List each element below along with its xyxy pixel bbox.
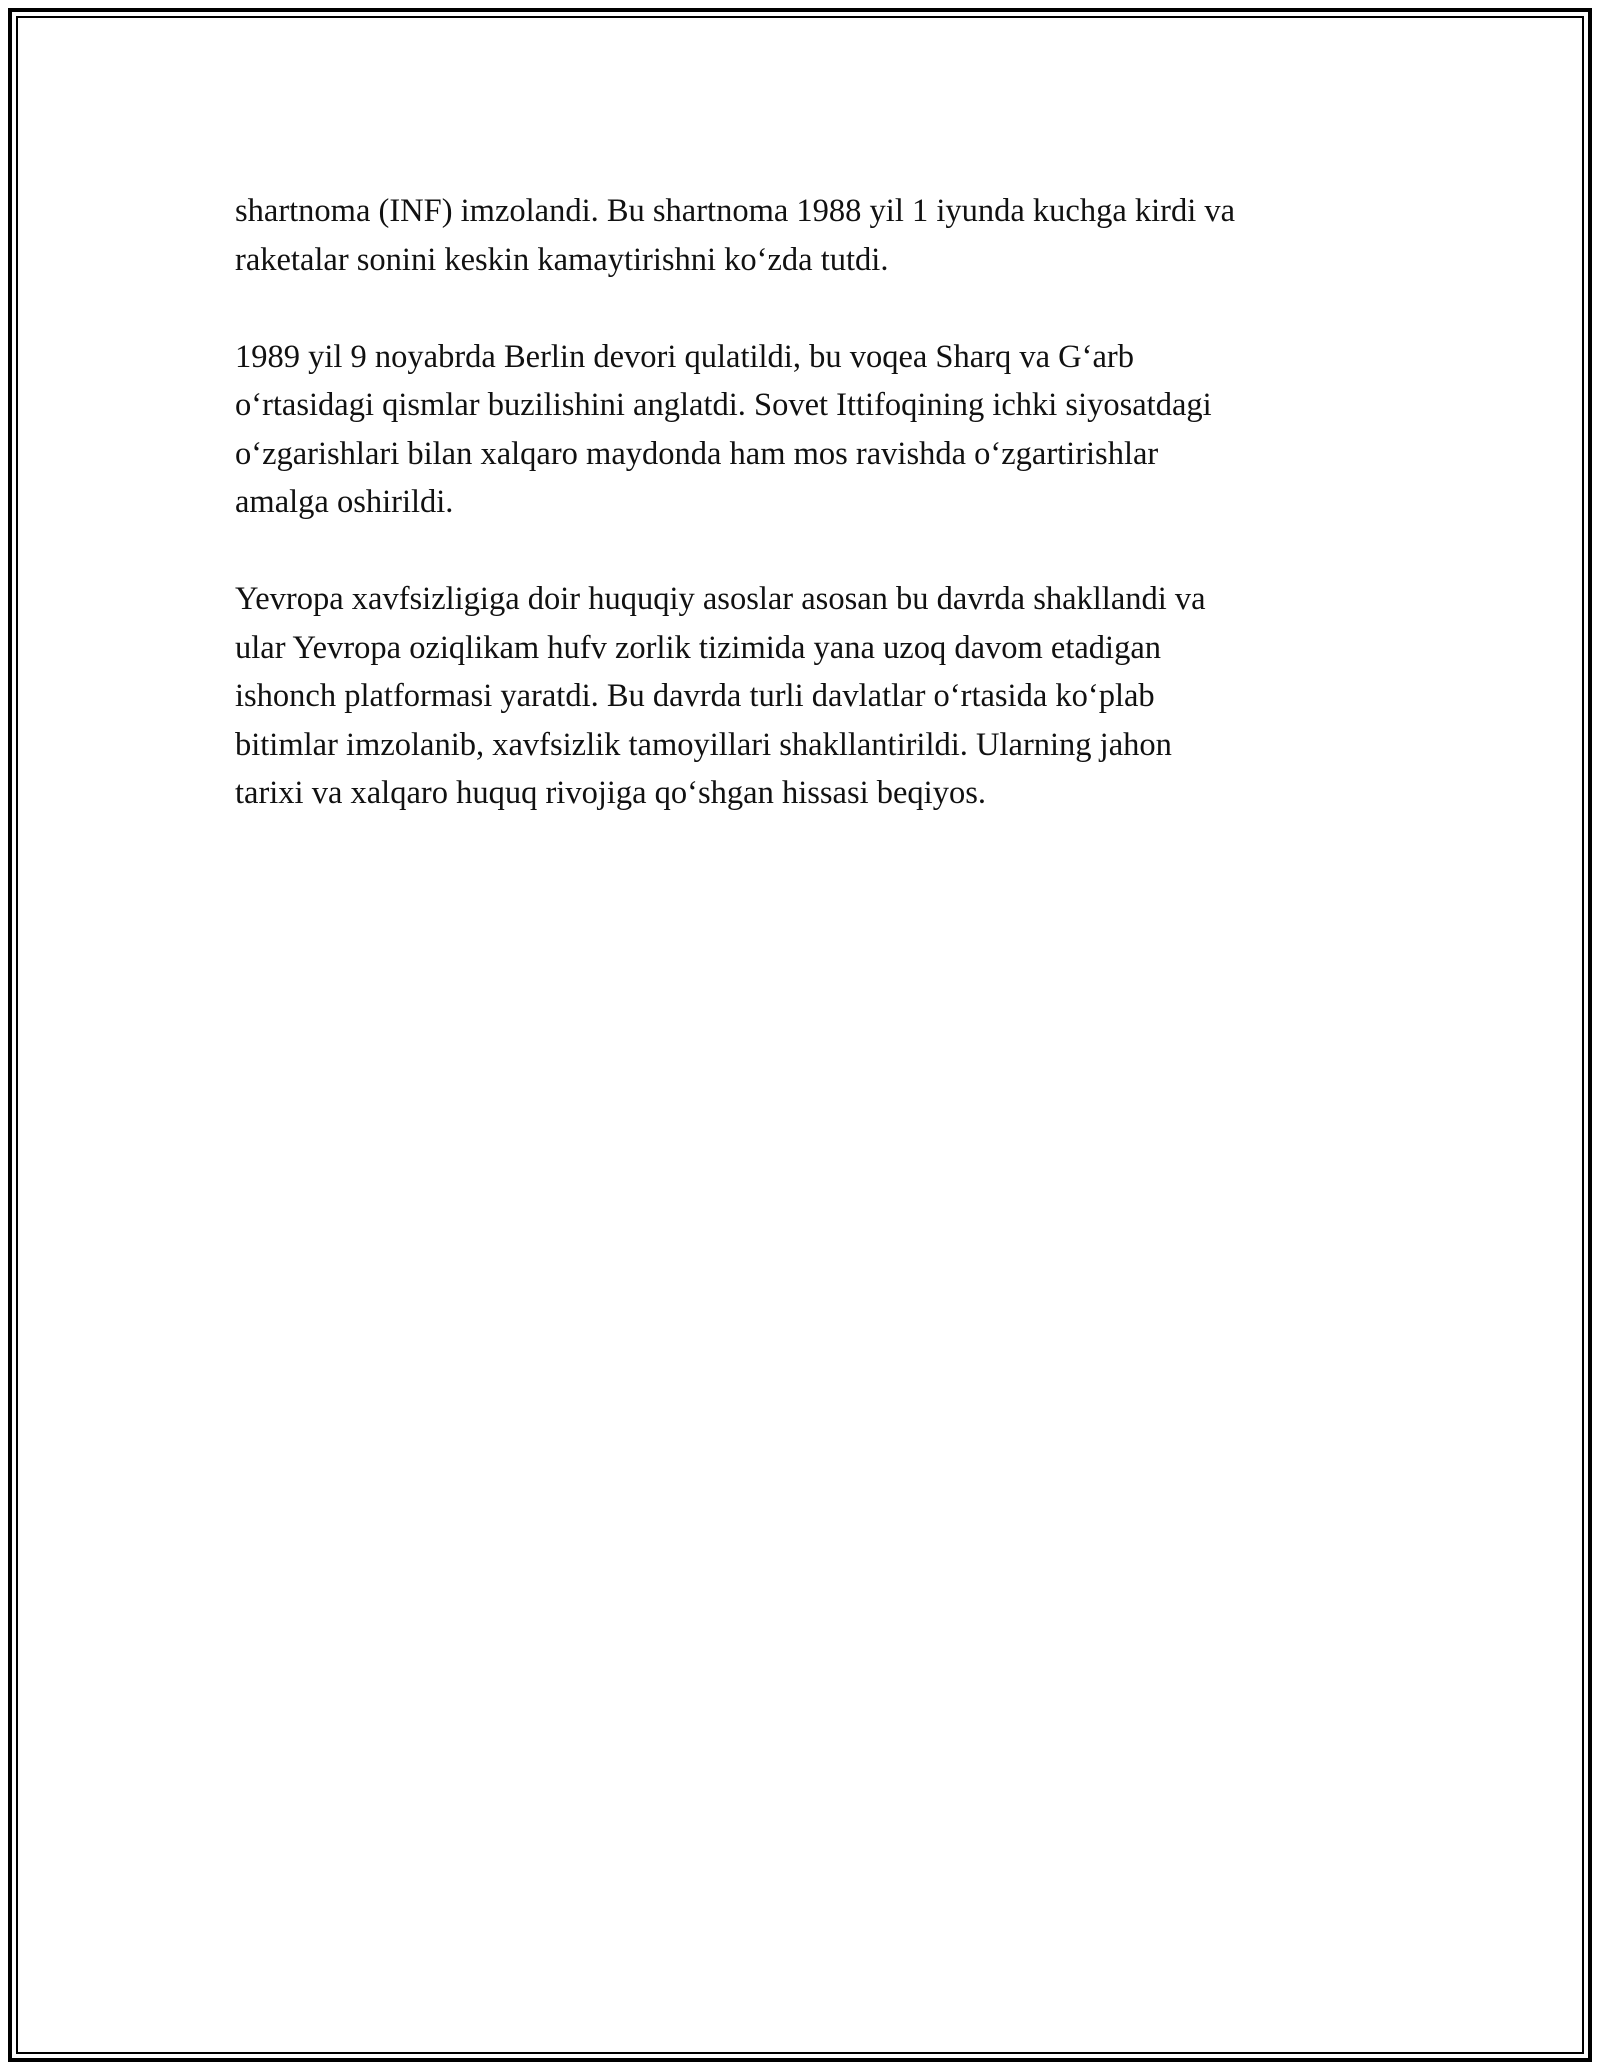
text-line: ishonch platformasi yaratdi. Bu davrda turli davlatlar oʻrtasida koʻplab xyxy=(235,678,1155,714)
text-line: oʻrtasidagi qismlar buzilishini anglatdi. Sovet Ittifoqining ichki siyosatdagi xyxy=(235,387,1212,423)
text-line: Yevropa xavfsizligiga doir huquqiy asoslar asosan bu davrda shakllandi va xyxy=(235,581,1206,617)
text-line: 1989 yil 9 noyabrda Berlin devori qulatildi, bu voqea Sharq va Gʻarb xyxy=(235,338,1134,375)
paragraph-inf-treaty xyxy=(235,187,1385,284)
paragraph-european-security xyxy=(235,575,1385,818)
text-line: bitimlar imzolanib, xavfsizlik tamoyillari shakllantirildi. Ularning jahon xyxy=(235,726,1172,763)
text-line: oʻzgarishlari bilan xalqaro maydonda ham mos ravishda oʻzgartirishlar xyxy=(235,435,1159,472)
text-line: shartnoma (INF) imzolandi. Bu shartnoma 1988 yil 1 iyunda kuchga kirdi va xyxy=(235,193,1236,229)
text-line: raketalar sonini keskin kamaytirishni koʻzda tutdi. xyxy=(235,241,889,278)
text-line: ular Yevropa oziqlikam hufv zorlik tizimida yana uzoq davom etadigan xyxy=(235,629,1161,666)
document-body xyxy=(235,187,1385,866)
text-line: tarixi va xalqaro huquq rivojiga qoʻshgan hissasi beqiyos. xyxy=(235,775,986,811)
paragraph-berlin-wall xyxy=(235,333,1385,527)
text-line: amalga oshirildi. xyxy=(235,484,454,520)
